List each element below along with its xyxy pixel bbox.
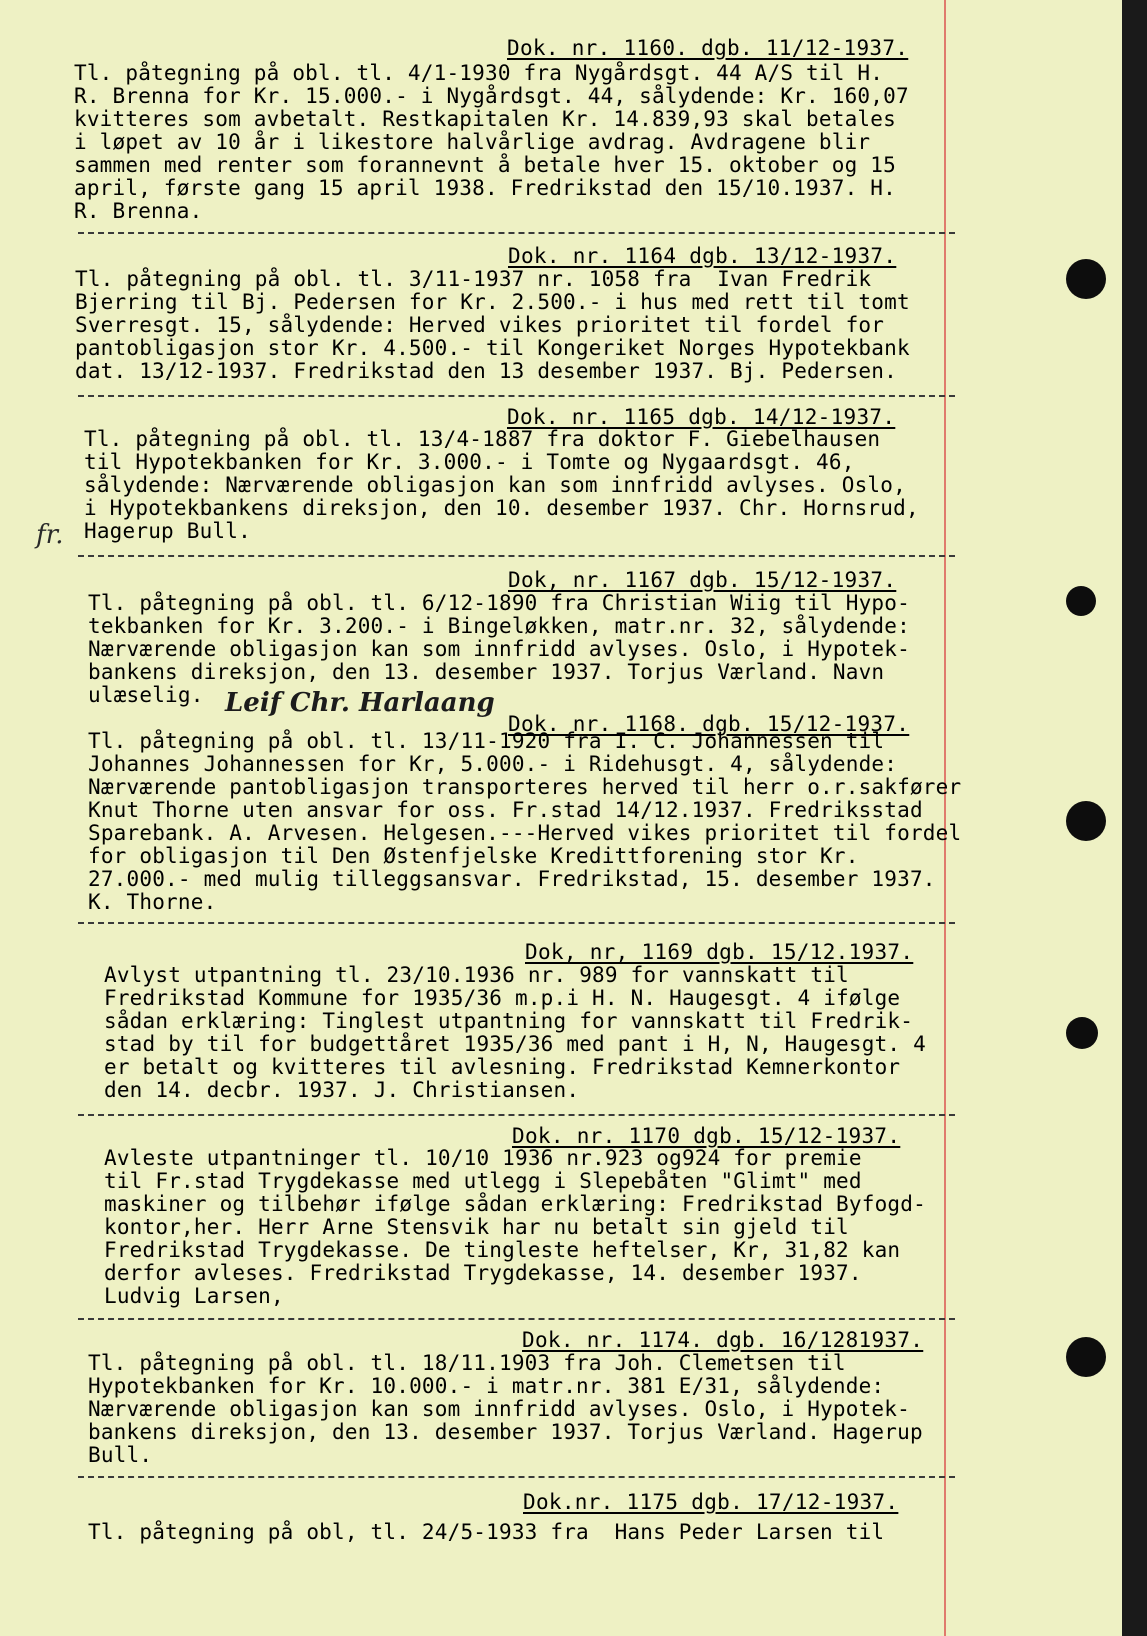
- entry-text-1165: Tl. påtegning på obl. tl. 13/4-1887 fra doktor F. Giebelhausen til Hypotekbanken for Kr. 3.000.- i Tomte og Nygaardsgt. 46, sålydende: Nærværende obligasjon kan som innfridd avlyses. Oslo, i Hypotekbankens direksjon, den 10. desember 1937. Chr. Hornsrud, Hagerup Bull.: [84, 427, 919, 543]
- entry-text-1170: Avleste utpantninger tl. 10/10 1936 nr.923 og924 for premie til Fr.stad Trygdekasse med utlegg i Slepebåten "Glimt" med maskiner og tilbehør ifølge sådan erklæring: Fredrikstad Byfogd- kontor,her. Herr Arne Stensvik har nu betalt sin gjeld til Fredrikstad Trygdekasse. De tingleste heftelser, Kr, 31,82 kan derfor avleses. Fredrikstad Trygdekasse, 14. desember 1937. Ludvig Larsen,: [104, 1146, 926, 1308]
- entry-header-1170: Dok. nr. 1170 dgb. 15/12-1937.: [512, 1124, 901, 1148]
- entry-header-1160: Dok. nr. 1160. dgb. 11/12-1937.: [507, 36, 909, 60]
- handwritten-signature: Leif Chr. Harlaang: [225, 688, 495, 718]
- punch-hole: [1066, 1337, 1106, 1377]
- punch-hole: [1066, 586, 1096, 616]
- entry-separator: [78, 232, 955, 234]
- entry-text-1164: Tl. påtegning på obl. tl. 3/11-1937 nr. 1058 fra Ivan Fredrik Bjerring til Bj. Pedersen for Kr. 2.500.- i hus med rett til tomt Sverresgt. 15, sålydende: Herved vikes prioritet til fordel for pantobligasjon stor Kr. 4.500.- til Kongeriket Norges Hypotekbank dat. 13/12-1937. Fredrikstad den 13 desember 1937. Bj. Pedersen.: [75, 267, 910, 383]
- entry-header-1174: Dok. nr. 1174. dgb. 16/1281937.: [522, 1328, 924, 1352]
- entry-separator: [78, 1476, 955, 1478]
- entry-header-1164: Dok. nr. 1164 dgb. 13/12-1937.: [508, 244, 897, 268]
- entry-header-1167: Dok, nr. 1167 dgb. 15/12-1937.: [508, 568, 897, 592]
- entry-text-1168: Tl. påtegning på obl. tl. 13/11-1920 fra I. C. Johannessen til Johannes Johannessen for Kr, 5.000.- i Ridehusgt. 4, sålydende: Nærværende pantobligasjon transporteres herved til herr o.r.sakfører Knut Thorne uten ansvar for oss. Fr.stad 14/12.1937. Fredriksstad Sparebank. A. Arvesen. Helgesen.---Herved vikes prioritet til fordel for obligasjon til Den Østenfjelske Kredittforening stor Kr. 27.000.- med mulig tilleggsansvar. Fredrikstad, 15. desember 1937. K. Thorne.: [88, 729, 962, 914]
- entry-header-1175: Dok.nr. 1175 dgb. 17/12-1937.: [523, 1490, 899, 1514]
- punch-hole: [1066, 801, 1106, 841]
- punch-hole: [1066, 259, 1106, 299]
- entry-separator: [78, 1114, 955, 1116]
- entry-text-1174: Tl. påtegning på obl. tl. 18/11.1903 fra Joh. Clemetsen til Hypotekbanken for Kr. 10.000.- i matr.nr. 381 E/31, sålydende: Nærværende obligasjon kan som innfridd avlyses. Oslo, i Hypotek- bankens direksjon, den 13. desember 1937. Torjus Værland. Hagerup Bull.: [88, 1351, 923, 1467]
- entry-header-1168: Dok. nr. 1168. dgb. 15/12-1937.: [508, 712, 910, 736]
- entry-text-1167: Tl. påtegning på obl. tl. 6/12-1890 fra Christian Wiig til Hypo- tekbanken for Kr. 3.200.- i Bingeløkken, matr.nr. 32, sålydende: Nærværende obligasjon kan som innfridd avlyses. Oslo, i Hypotek- bankens direksjon, den 13. desember 1937. Torjus Værland. Navn ulæselig.: [88, 591, 910, 707]
- entry-separator: [78, 922, 955, 924]
- entry-text-1175: Tl. påtegning på obl, tl. 24/5-1933 fra Hans Peder Larsen til: [88, 1520, 885, 1544]
- entry-separator: [78, 555, 955, 557]
- entry-header-1169: Dok, nr, 1169 dgb. 15/12.1937.: [525, 940, 914, 964]
- entry-text-1160: Tl. påtegning på obl. tl. 4/1-1930 fra Nygårdsgt. 44 A/S til H. R. Brenna for Kr. 15.000.- i Nygårdsgt. 44, sålydende: Kr. 160,07 kvitteres som avbetalt. Restkapitalen Kr. 14.839,93 skal betales i løpet av 10 år i likestore halvårlige avdrag. Avdragene blir sammen med renter som forannevnt å betale hver 15. oktober og 15 april, første gang 15 april 1938. Fredrikstad den 15/10.1937. H. R. Brenna.: [74, 61, 909, 223]
- entry-separator: [78, 395, 955, 397]
- entry-header-1165: Dok. nr. 1165 dgb. 14/12-1937.: [507, 405, 896, 429]
- margin-annotation: fr.: [36, 520, 64, 550]
- entry-text-1169: Avlyst utpantning tl. 23/10.1936 nr. 989 for vannskatt til Fredrikstad Kommune for 1935/36 m.p.i H. N. Haugesgt. 4 ifølge sådan erklæring: Tinglest utpantning for vannskatt til Fredrik- stad by til for budgettåret 1935/36 med pant i H, N, Haugesgt. 4 er betalt og kvitteres til avlesning. Fredrikstad Kemnerkontor den 14. decbr. 1937. J. Christiansen.: [104, 963, 926, 1102]
- entry-separator: [78, 1318, 955, 1320]
- punch-hole: [1066, 1017, 1098, 1049]
